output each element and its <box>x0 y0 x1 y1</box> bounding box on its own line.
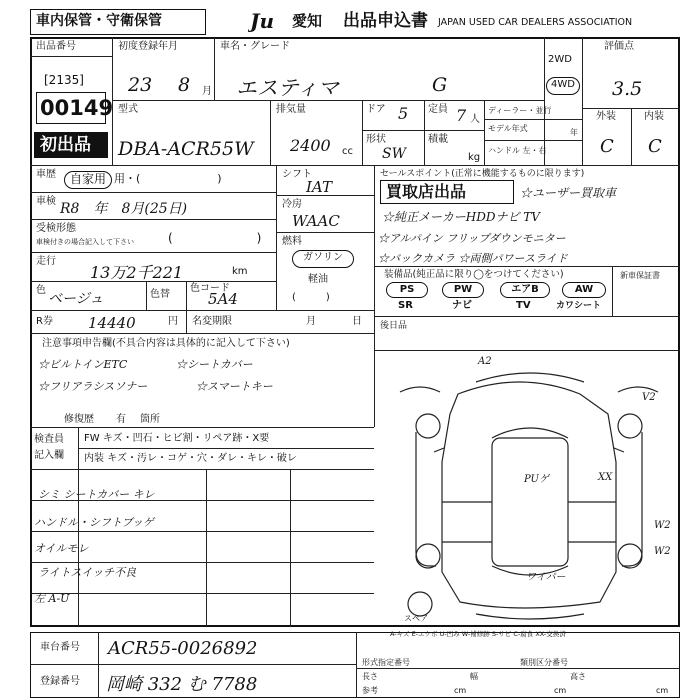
shift-value: IAT <box>306 178 332 196</box>
inspection-value: R8 年 8月(25日) <box>60 201 188 217</box>
buyer-stamp-text: 買取店出品 <box>386 182 467 201</box>
equip-seat: カワシート <box>556 301 602 311</box>
meigi-month: 月 <box>306 316 316 327</box>
km-unit: km <box>232 266 248 277</box>
org-name: 愛知 <box>292 12 323 30</box>
int-grade: C <box>648 136 662 157</box>
inspector-label-1: 検査員 <box>34 434 64 445</box>
lot-number: 00149 <box>40 96 114 120</box>
note-item-4: ☆スマートキー <box>196 380 273 393</box>
diagram-mid-right: XX <box>598 472 613 483</box>
equip-tv: TV <box>516 300 531 311</box>
door-label: ドア <box>366 104 386 115</box>
inspector-label-2: 記入欄 <box>34 450 64 461</box>
type-cat-label: 形式指定番号 <box>362 658 410 667</box>
cm-unit-1: cm <box>454 686 467 695</box>
shape-label: 形状 <box>366 134 386 145</box>
sales-item-3: ☆アルパイン フリップダウンモニター <box>378 232 566 245</box>
remarks-label: 後日品 <box>380 321 408 331</box>
ref-label: 参考 <box>362 686 378 695</box>
year-unit: 年 <box>570 128 578 137</box>
fuel-label: 燃料 <box>282 236 302 247</box>
displacement-label: 排気量 <box>276 104 306 115</box>
diagram-front-mark: A2 <box>478 356 492 367</box>
first-reg-month: 8 <box>178 74 191 96</box>
note-item-1: ☆ビルトインETC <box>38 358 128 371</box>
sales-item-1: ☆ユーザー買取車 <box>520 186 617 200</box>
color-code-label: 色コード <box>190 283 230 294</box>
reg-value: 岡崎 332 む 7788 <box>106 674 258 695</box>
notes-label: 注意事項申告欄(不具合内容は具体的に記入して下さい) <box>42 338 290 349</box>
fuel-gas-circled: ガソリン <box>292 250 354 268</box>
color-code-value: 5A4 <box>208 290 238 308</box>
meigi-label: 名変期限 <box>192 316 232 327</box>
reg-label: 登録番号 <box>40 676 80 687</box>
first-listing-text: 初出品 <box>40 135 91 155</box>
length-label: 長さ <box>362 672 378 681</box>
inspector-row-1: FW キズ・凹石・ヒビ割・リペア跡・X要 <box>84 433 270 444</box>
diagram-right-bottom: W2 <box>654 546 671 557</box>
model-year-label: モデル年式 <box>488 124 528 133</box>
note-item-2: ☆シートカバー <box>176 358 253 371</box>
fuel-other: ( ) <box>292 292 330 303</box>
damage-legend: A-キズ E-エクボ U-凹み W-補修跡 S-サビ C-腐食 XX-交換済 <box>390 630 566 638</box>
eval-label: 評価点 <box>604 41 634 52</box>
ac-value: WAAC <box>292 212 340 230</box>
month-unit: 月 <box>202 86 212 97</box>
repair-label: 修復歴 <box>64 414 94 425</box>
chassis-label: 車台番号 <box>40 642 80 653</box>
remark-2: ハンドル・シフトブッゲ <box>34 516 154 529</box>
equip-pw: PW <box>442 282 484 298</box>
lot-label: 出品番号 <box>36 41 76 52</box>
inspection-label: 車検 <box>36 196 56 207</box>
color-label: 色 <box>36 285 46 296</box>
receive-label: 受検形態 <box>36 223 76 234</box>
cm-unit-3: cm <box>656 686 669 695</box>
chassis-value: ACR55-0026892 <box>108 638 258 659</box>
first-reg-label: 初度登録年月 <box>118 41 178 52</box>
drive-2wd: 2WD <box>548 54 572 65</box>
new-car-label: 新車保証書 <box>620 271 660 280</box>
ext-grade: C <box>600 136 614 157</box>
width-label: 幅 <box>470 672 478 681</box>
door-value: 5 <box>398 104 409 123</box>
first-reg-year: 23 <box>128 74 153 96</box>
sales-item-4: ☆バックカメラ ☆両側パワースライド <box>378 252 568 265</box>
recycle-value: 14440 <box>88 314 136 332</box>
mileage-value: 13万2千221 <box>90 263 184 282</box>
lot-code: [2135] <box>44 73 84 87</box>
cm-unit-2: cm <box>554 686 567 695</box>
remark-4: ライトスイッチ不良 <box>38 566 137 579</box>
logo-text: Ju <box>250 10 275 32</box>
drive-4wd-circled: 4WD <box>546 77 580 95</box>
use-value-circled: 自家用 <box>64 171 112 189</box>
car-condition-diagram <box>380 352 678 627</box>
diagram-right-mid: W2 <box>654 520 671 531</box>
ju-logo <box>248 10 292 32</box>
color-value: ベージュ <box>48 291 104 307</box>
remark-1: シミ シートカバー キレ <box>38 488 155 501</box>
inspector-row-2: 内装 キズ・汚レ・コゲ・穴・ダレ・キレ・破レ <box>84 453 297 464</box>
ext-label: 外装 <box>596 111 616 122</box>
diagram-spare: スペア <box>404 614 428 623</box>
receive-paren: ( ) <box>168 231 262 245</box>
fuel-diesel: 軽油 <box>308 274 328 285</box>
int-label: 内装 <box>644 111 664 122</box>
diagram-bottom-center: ワイパー <box>526 572 566 583</box>
shape-value: SW <box>382 146 406 162</box>
diagram-center: PUゲ <box>524 474 549 485</box>
equip-ps: PS <box>386 282 428 298</box>
dealer-label: ディーラー・並行 <box>488 106 552 115</box>
capacity-value: 7 <box>456 106 467 125</box>
equipment-label: 装備品(純正品に限り◯をつけてください) <box>384 269 564 280</box>
car-grade: G <box>432 74 448 96</box>
shift-label: シフト <box>282 169 312 180</box>
storage-label: 車内保管・守衛保管 <box>36 13 162 29</box>
type-value: DBA-ACR55W <box>118 138 254 160</box>
diagram-right-top: V2 <box>642 392 656 403</box>
meigi-day: 日 <box>352 316 362 327</box>
use-label: 車歴 <box>36 169 56 180</box>
receive-sub: 車検付きの場合記入して下さい <box>36 238 134 246</box>
handle-label: ハンドル 左・右 <box>488 146 547 155</box>
mileage-label: 走行 <box>36 256 56 267</box>
type-cat-label2: 類別区分番号 <box>520 658 568 667</box>
sales-label: セールスポイント(正常に機能するものに限ります) <box>380 169 585 179</box>
equip-sr: SR <box>398 300 413 311</box>
repair-part: 箇所 <box>140 414 160 425</box>
repair-value: 有 <box>116 414 126 425</box>
association-name: JAPAN USED CAR DEALERS ASSOCIATION <box>438 17 633 28</box>
note-item-3: ☆フリアラシスソナー <box>38 380 148 393</box>
cc-unit: cc <box>342 146 353 157</box>
form-title: 出品申込書 <box>343 11 428 31</box>
capacity-label: 定員 <box>428 104 448 115</box>
car-name: エスティマ <box>236 76 339 100</box>
equip-aw: AW <box>562 282 606 298</box>
remark-5: 左 A-U <box>34 592 70 605</box>
type-label: 型式 <box>118 104 138 115</box>
use-options: 用・( ) <box>114 172 222 185</box>
displacement-value: 2400 <box>290 136 331 155</box>
car-name-label: 車名・グレード <box>220 41 290 52</box>
recycle-label: R券 <box>36 316 53 327</box>
height-label: 高さ <box>570 672 586 681</box>
eval-score: 3.5 <box>612 78 643 100</box>
capacity-unit: 人 <box>470 114 480 125</box>
color-no-label: 色替 <box>150 289 170 300</box>
remark-3: オイルモレ <box>34 542 89 555</box>
load-label: 積載 <box>428 134 448 145</box>
sales-item-2: ☆純正メーカーHDDナビ TV <box>382 210 540 224</box>
equip-navi: ナビ <box>452 300 472 311</box>
equip-airbag: エアB <box>500 282 550 298</box>
yen-unit: 円 <box>168 316 178 327</box>
ac-label: 冷房 <box>282 199 302 210</box>
kg-unit: kg <box>468 152 481 163</box>
